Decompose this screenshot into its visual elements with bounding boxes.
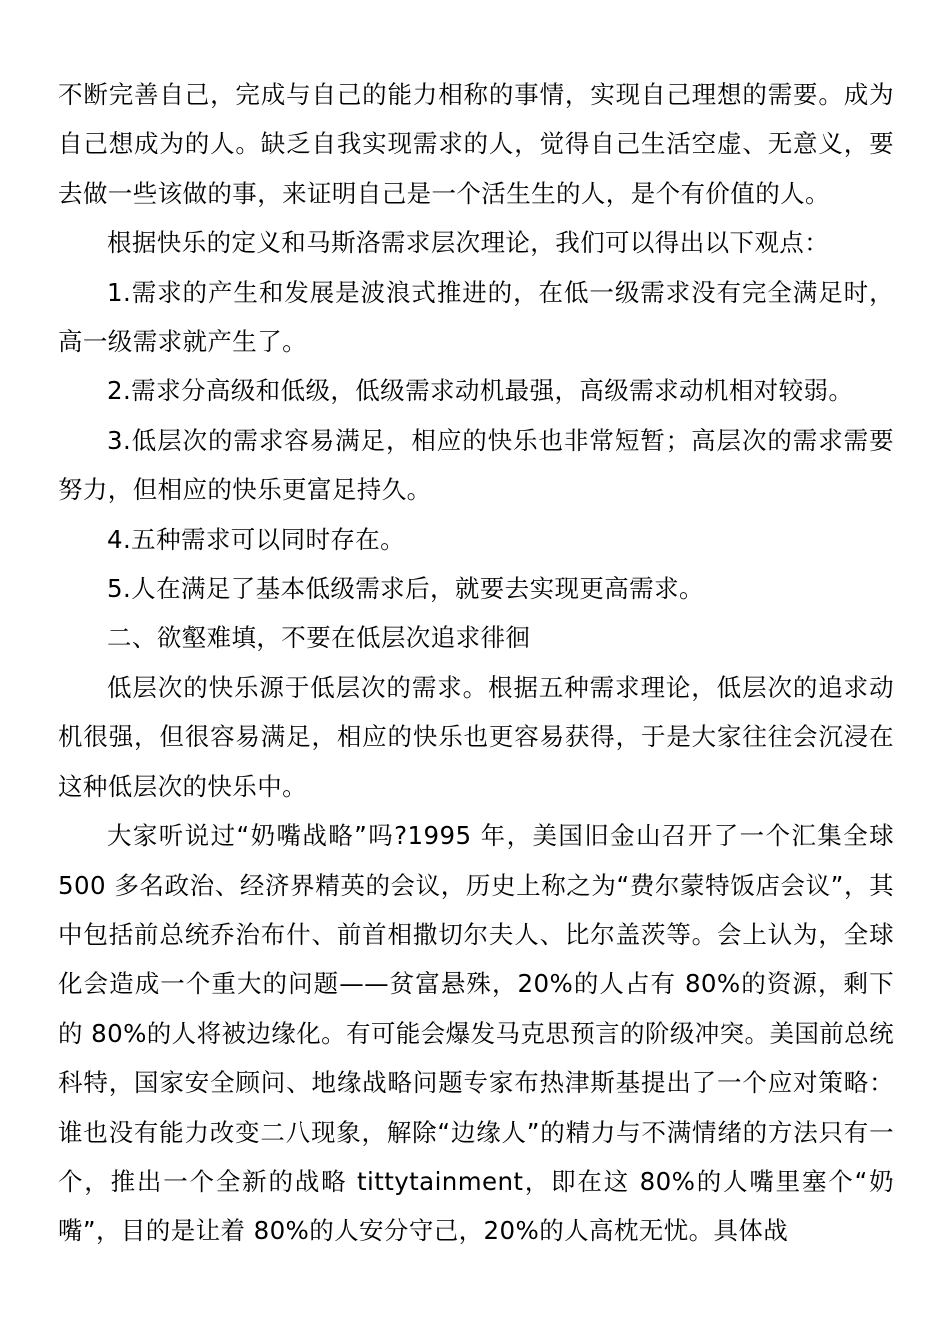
section-heading: 二、欲壑难填，不要在低层次追求徘徊: [107, 623, 531, 653]
paragraph-low-level-happiness: 低层次的快乐源于低层次的需求。根据五种需求理论，低层次的追求动机很强，但很容易满足，相应的快乐也更容易获得，于是大家往往会沉浸在这种低层次的快乐中。: [58, 672, 894, 801]
paragraph-point-3: 3.低层次的需求容易满足，相应的快乐也非常短暂；高层次的需求需要努力，但相应的快乐更富足持久。: [58, 425, 894, 505]
paragraph-point-5: 5.人在满足了基本低级需求后，就要去实现更高需求。: [107, 574, 704, 604]
paragraph-point-1: 1.需求的产生和发展是波浪式推进的，在低一级需求没有完全满足时，高一级需求就产生了。: [58, 277, 894, 357]
paragraph-conclusion-intro: 根据快乐的定义和马斯洛需求层次理论，我们可以得出以下观点：: [107, 228, 830, 258]
paragraph-pacifier-strategy: 大家听说过“奶嘴战略”吗?1995 年，美国旧金山召开了一个汇集全球 500 多名政治、经济界精英的会议，历史上称之为“费尔蒙特饭店会议”，其中包括前总统乔治布什、前首相撒切尔夫人、比尔盖茨等。会上认为，全球化会造成一个重大的问题——贫富悬殊，20%的人占有 80%的资源，剩下的 80%的人将被边缘化。有可能会爆发马克思预言的阶级冲突。美国前总统科特，国家安全顾问、地缘战略问题专家布热津斯基提出了一个应对策略：谁也没有能力改变二八现象，解除“边缘人”的精力与不满情绪的方法只有一个，推出一个全新的战略 tittytainment，即在这 80%的人嘴里塞个“奶嘴”，目的是让着 80%的人安分守己，20%的人高枕无忧。具体战: [58, 821, 894, 1246]
paragraph-point-2: 2.需求分高级和低级，低级需求动机最强，高级需求动机相对较弱。: [107, 376, 854, 406]
document-body: [58, 70, 894, 1256]
paragraph-point-4: 4.五种需求可以同时存在。: [107, 524, 406, 554]
paragraph-continuation: 不断完善自己，完成与自己的能力相称的事情，实现自己理想的需要。成为自己想成为的人。缺乏自我实现需求的人，觉得自己生活空虚、无意义，要去做一些该做的事，来证明自己是一个活生生的人，是个有价值的人。: [58, 80, 894, 208]
